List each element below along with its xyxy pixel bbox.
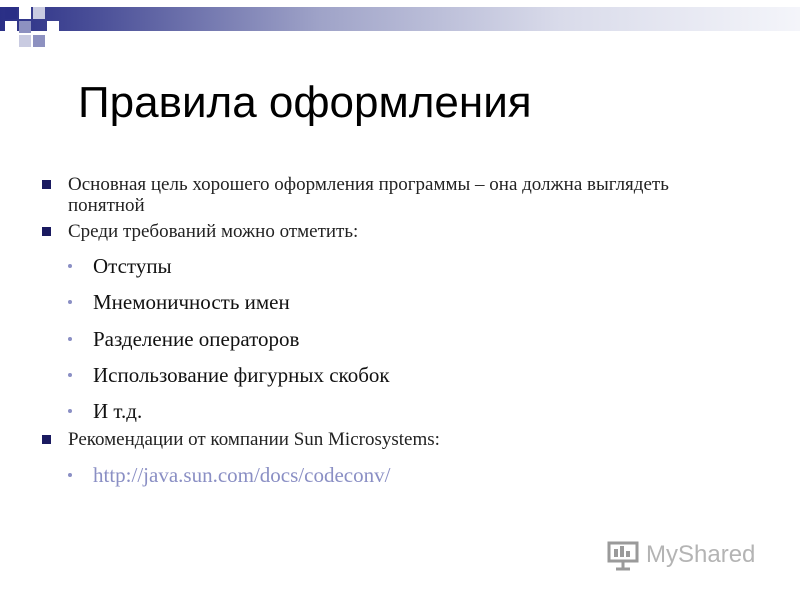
sub-bullet-operators [68, 327, 299, 351]
dot-bullet-icon [68, 473, 72, 477]
sub-bullet-link [68, 463, 390, 487]
dot-bullet-icon [68, 264, 72, 268]
bullet-requirements [42, 221, 692, 242]
presentation-board-icon [606, 538, 640, 572]
sub-bullet-indent [68, 254, 172, 278]
sub-bullet-etc [68, 399, 142, 423]
dot-bullet-icon [68, 300, 72, 304]
watermark [606, 537, 755, 573]
watermark-text: MyShared [646, 541, 756, 568]
bullet-text: Рекомендации от компании Sun Microsystems: [68, 429, 440, 450]
bullet-text: Основная цель хорошего оформления программы – она должна выглядеть понятной [68, 174, 669, 216]
sub-bullet-text: И т.д. [93, 399, 143, 423]
square-bullet-icon [42, 180, 51, 189]
sub-bullet-text: Мнемоничность имен [93, 290, 290, 314]
bullet-sun-recommendations [42, 429, 692, 450]
slide-title: Правила оформления [78, 78, 532, 127]
code-conventions-link[interactable]: http://java.sun.com/docs/codeconv/ [93, 463, 391, 487]
bullet-main-goal [42, 174, 692, 216]
sub-bullet-text: Использование фигурных скобок [93, 363, 390, 387]
bullet-text: Среди требований можно отметить: [68, 221, 359, 242]
dot-bullet-icon [68, 409, 72, 413]
sub-bullet-mnemonic [68, 290, 290, 314]
sub-bullet-text: Разделение операторов [93, 327, 300, 351]
square-bullet-icon [42, 435, 51, 444]
square-bullet-icon [42, 227, 51, 236]
dot-bullet-icon [68, 337, 72, 341]
sub-bullet-text: Отступы [93, 254, 172, 278]
sub-bullet-braces [68, 363, 390, 387]
dot-bullet-icon [68, 373, 72, 377]
